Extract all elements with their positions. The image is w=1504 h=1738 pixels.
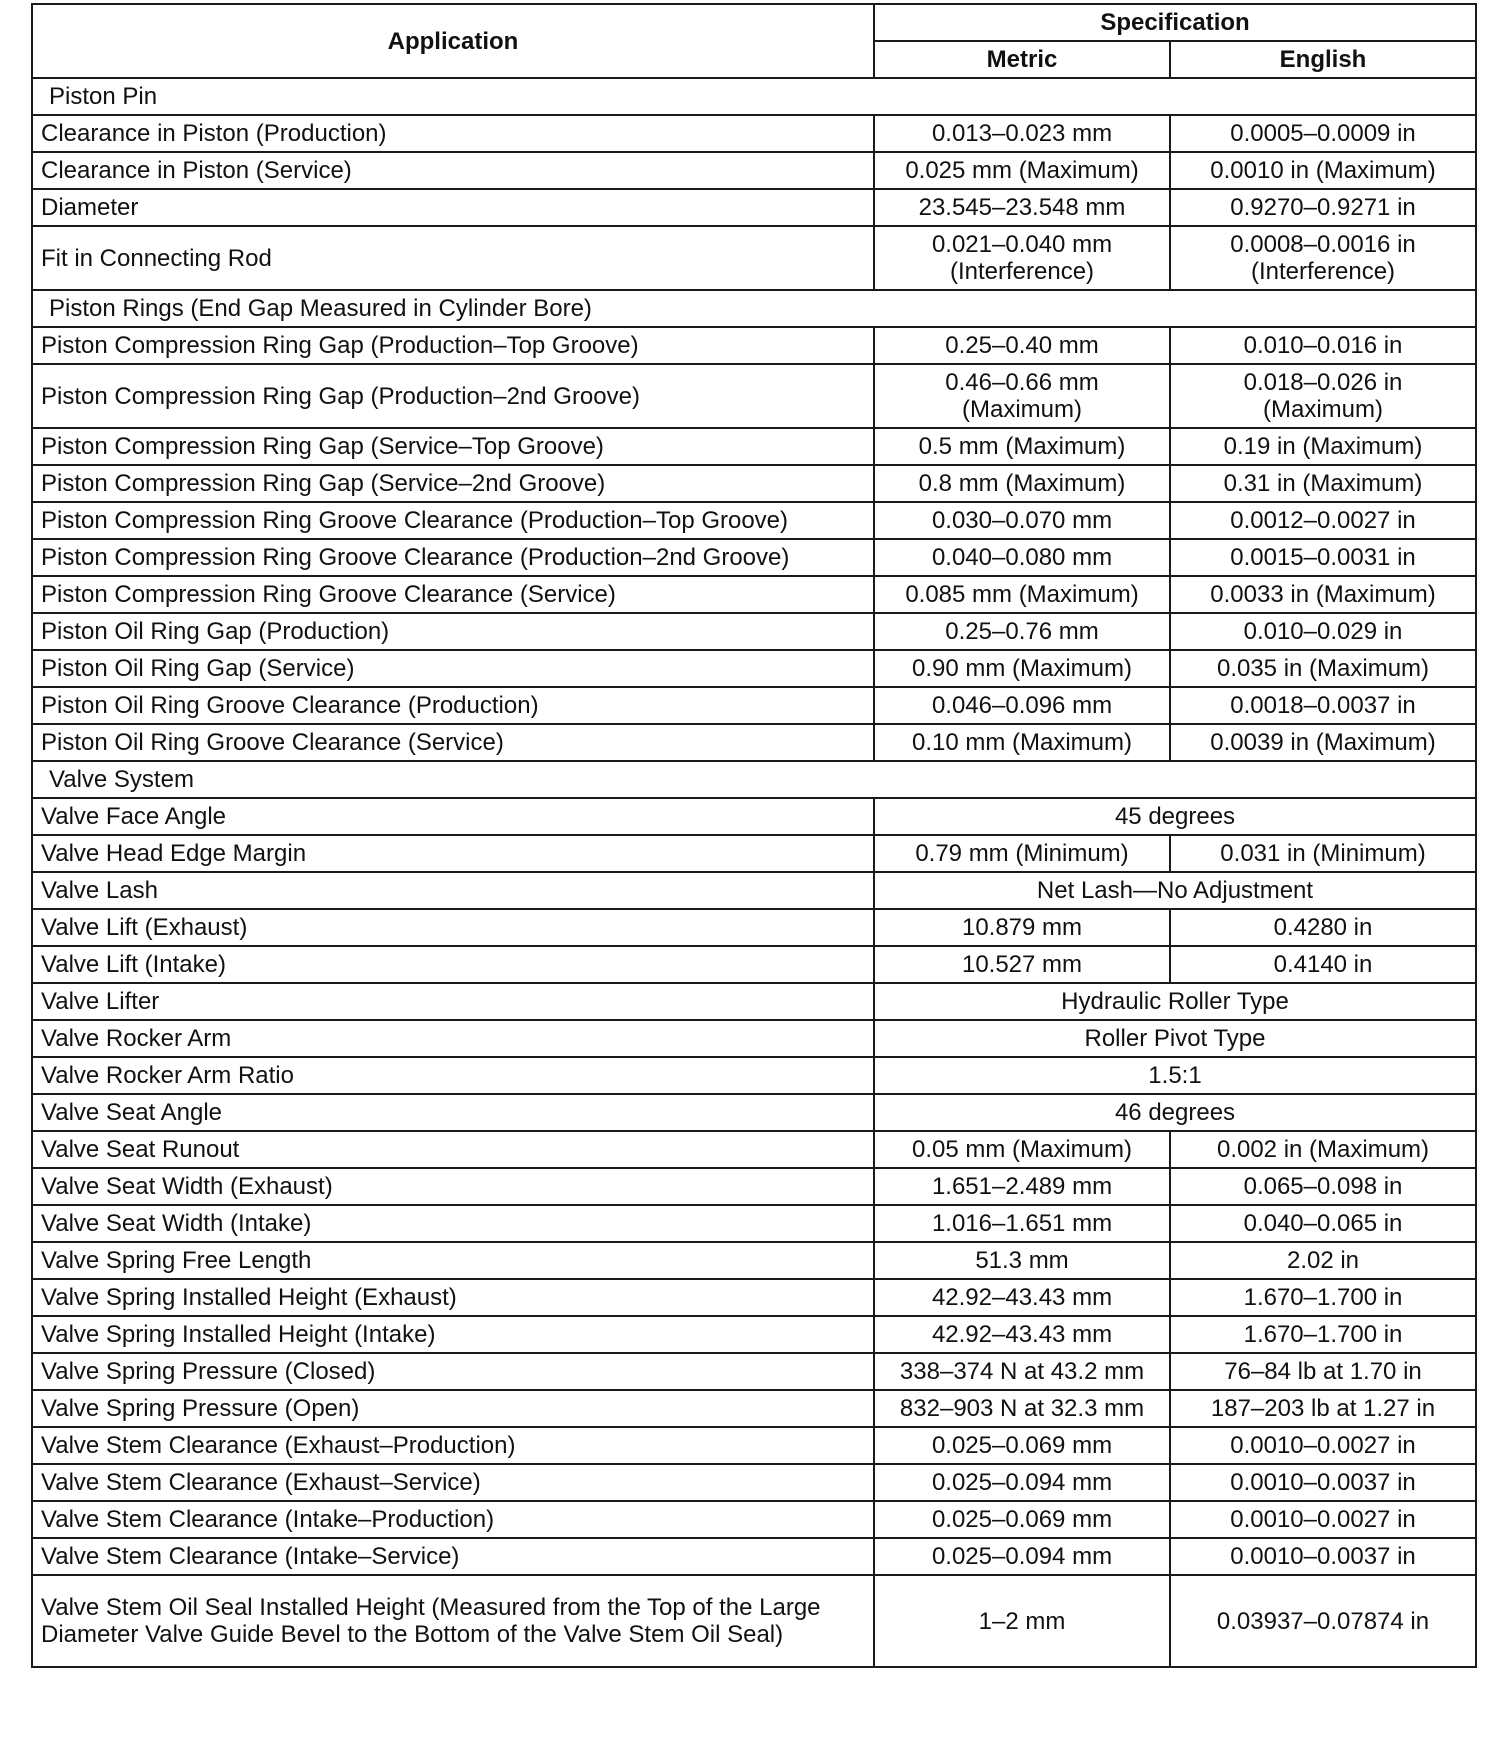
english-cell: 0.065–0.098 in [1170,1168,1476,1205]
metric-cell: 1–2 mm [874,1575,1170,1667]
application-cell: Piston Oil Ring Groove Clearance (Production) [32,687,874,724]
table-row [32,1316,1476,1353]
metric-cell: 1.016–1.651 mm [874,1205,1170,1242]
application-cell: Valve Spring Installed Height (Exhaust) [32,1279,874,1316]
english-cell: 0.0010–0.0037 in [1170,1538,1476,1575]
metric-column-header: Metric [874,41,1170,78]
metric-cell: 0.46–0.66 mm (Maximum) [874,364,1170,428]
section-row [32,761,1476,798]
application-cell: Valve Spring Free Length [32,1242,874,1279]
application-cell: Piston Compression Ring Groove Clearance (Production–2nd Groove) [32,539,874,576]
combined-spec-cell: Hydraulic Roller Type [874,983,1476,1020]
table-row [32,364,1476,428]
english-cell: 2.02 in [1170,1242,1476,1279]
table-row [32,1464,1476,1501]
metric-cell: 0.79 mm (Minimum) [874,835,1170,872]
application-cell: Valve Spring Pressure (Closed) [32,1353,874,1390]
table-row [32,835,1476,872]
metric-cell: 0.05 mm (Maximum) [874,1131,1170,1168]
application-cell: Clearance in Piston (Production) [32,115,874,152]
table-row [32,1057,1476,1094]
english-cell: 0.31 in (Maximum) [1170,465,1476,502]
table-row [32,428,1476,465]
english-cell: 0.0015–0.0031 in [1170,539,1476,576]
table-row [32,502,1476,539]
application-cell: Valve Stem Clearance (Exhaust–Service) [32,1464,874,1501]
metric-cell: 0.085 mm (Maximum) [874,576,1170,613]
english-cell: 0.018–0.026 in (Maximum) [1170,364,1476,428]
english-cell: 1.670–1.700 in [1170,1279,1476,1316]
application-cell: Valve Rocker Arm [32,1020,874,1057]
combined-spec-cell: 45 degrees [874,798,1476,835]
application-cell: Valve Stem Clearance (Intake–Service) [32,1538,874,1575]
application-cell: Diameter [32,189,874,226]
application-cell: Valve Stem Clearance (Intake–Production) [32,1501,874,1538]
english-cell: 0.0005–0.0009 in [1170,115,1476,152]
english-cell: 0.4140 in [1170,946,1476,983]
application-cell: Piston Compression Ring Gap (Production–2nd Groove) [32,364,874,428]
table-row [32,687,1476,724]
metric-cell: 0.025–0.069 mm [874,1427,1170,1464]
english-cell: 0.03937–0.07874 in [1170,1575,1476,1667]
table-row [32,1501,1476,1538]
section-row [32,290,1476,327]
application-cell: Piston Oil Ring Gap (Service) [32,650,874,687]
application-cell: Piston Oil Ring Groove Clearance (Service) [32,724,874,761]
english-cell: 0.0018–0.0037 in [1170,687,1476,724]
metric-cell: 10.527 mm [874,946,1170,983]
english-cell: 0.002 in (Maximum) [1170,1131,1476,1168]
table-row [32,576,1476,613]
application-cell: Piston Compression Ring Gap (Service–Top Groove) [32,428,874,465]
table-row [32,1279,1476,1316]
english-cell: 0.0010 in (Maximum) [1170,152,1476,189]
metric-cell: 0.025–0.094 mm [874,1538,1170,1575]
table-row [32,115,1476,152]
application-cell: Valve Rocker Arm Ratio [32,1057,874,1094]
application-cell: Piston Compression Ring Gap (Service–2nd Groove) [32,465,874,502]
english-cell: 0.0008–0.0016 in (Interference) [1170,226,1476,290]
table-row [32,983,1476,1020]
table-row [32,872,1476,909]
english-cell: 0.0039 in (Maximum) [1170,724,1476,761]
application-cell: Valve Lift (Exhaust) [32,909,874,946]
application-cell: Valve Head Edge Margin [32,835,874,872]
metric-cell: 0.025–0.094 mm [874,1464,1170,1501]
english-cell: 0.0010–0.0027 in [1170,1501,1476,1538]
table-row [32,1353,1476,1390]
table-row [32,724,1476,761]
table-row [32,1242,1476,1279]
english-column-header: English [1170,41,1476,78]
table-row [32,1575,1476,1667]
application-cell: Valve Seat Runout [32,1131,874,1168]
table-row [32,650,1476,687]
english-cell: 0.4280 in [1170,909,1476,946]
metric-cell: 0.5 mm (Maximum) [874,428,1170,465]
application-cell: Valve Seat Width (Intake) [32,1205,874,1242]
english-cell: 1.670–1.700 in [1170,1316,1476,1353]
combined-spec-cell: 46 degrees [874,1094,1476,1131]
application-cell: Valve Spring Pressure (Open) [32,1390,874,1427]
application-cell: Valve Seat Width (Exhaust) [32,1168,874,1205]
section-row [32,78,1476,115]
metric-cell: 51.3 mm [874,1242,1170,1279]
english-cell: 76–84 lb at 1.70 in [1170,1353,1476,1390]
table-row [32,1390,1476,1427]
table-row [32,1168,1476,1205]
application-cell: Piston Compression Ring Gap (Production–Top Groove) [32,327,874,364]
application-cell: Piston Oil Ring Gap (Production) [32,613,874,650]
application-cell: Piston Compression Ring Groove Clearance (Production–Top Groove) [32,502,874,539]
combined-spec-cell: Net Lash—No Adjustment [874,872,1476,909]
specification-table [31,3,1477,1668]
english-cell: 0.0033 in (Maximum) [1170,576,1476,613]
metric-cell: 0.046–0.096 mm [874,687,1170,724]
specification-column-header: Specification [874,4,1476,41]
table-row [32,1538,1476,1575]
english-cell: 0.0012–0.0027 in [1170,502,1476,539]
table-row [32,1427,1476,1464]
english-cell: 0.031 in (Minimum) [1170,835,1476,872]
metric-cell: 1.651–2.489 mm [874,1168,1170,1205]
table-row [32,189,1476,226]
table-header [32,4,1476,78]
application-cell: Valve Seat Angle [32,1094,874,1131]
table-row [32,1094,1476,1131]
metric-cell: 0.013–0.023 mm [874,115,1170,152]
table-row [32,946,1476,983]
table-row [32,909,1476,946]
table-row [32,226,1476,290]
section-title: Piston Rings (End Gap Measured in Cylinder Bore) [32,290,1476,327]
table-row [32,613,1476,650]
metric-cell: 10.879 mm [874,909,1170,946]
metric-cell: 0.021–0.040 mm (Interference) [874,226,1170,290]
table-row [32,1131,1476,1168]
metric-cell: 0.025 mm (Maximum) [874,152,1170,189]
table-row [32,152,1476,189]
metric-cell: 0.10 mm (Maximum) [874,724,1170,761]
application-cell: Clearance in Piston (Service) [32,152,874,189]
table-row [32,1020,1476,1057]
combined-spec-cell: 1.5:1 [874,1057,1476,1094]
metric-cell: 0.25–0.40 mm [874,327,1170,364]
table-row [32,798,1476,835]
english-cell: 0.0010–0.0027 in [1170,1427,1476,1464]
table-row [32,1205,1476,1242]
application-cell: Fit in Connecting Rod [32,226,874,290]
english-cell: 0.010–0.029 in [1170,613,1476,650]
application-cell: Valve Face Angle [32,798,874,835]
application-column-header: Application [32,4,874,78]
table-row [32,465,1476,502]
metric-cell: 0.025–0.069 mm [874,1501,1170,1538]
english-cell: 0.040–0.065 in [1170,1205,1476,1242]
application-cell: Valve Stem Oil Seal Installed Height (Measured from the Top of the Large Diameter Valve Guide Bevel to the Bottom of the Valve Stem Oil Seal) [32,1575,874,1667]
section-title: Valve System [32,761,1476,798]
specification-sheet [31,3,1475,1668]
table-row [32,539,1476,576]
metric-cell: 338–374 N at 43.2 mm [874,1353,1170,1390]
combined-spec-cell: Roller Pivot Type [874,1020,1476,1057]
metric-cell: 0.90 mm (Maximum) [874,650,1170,687]
english-cell: 0.9270–0.9271 in [1170,189,1476,226]
english-cell: 0.035 in (Maximum) [1170,650,1476,687]
metric-cell: 42.92–43.43 mm [874,1316,1170,1353]
english-cell: 0.19 in (Maximum) [1170,428,1476,465]
metric-cell: 23.545–23.548 mm [874,189,1170,226]
english-cell: 0.010–0.016 in [1170,327,1476,364]
application-cell: Valve Lifter [32,983,874,1020]
metric-cell: 0.030–0.070 mm [874,502,1170,539]
metric-cell: 832–903 N at 32.3 mm [874,1390,1170,1427]
application-cell: Valve Lift (Intake) [32,946,874,983]
english-cell: 0.0010–0.0037 in [1170,1464,1476,1501]
application-cell: Valve Stem Clearance (Exhaust–Production) [32,1427,874,1464]
application-cell: Piston Compression Ring Groove Clearance (Service) [32,576,874,613]
table-body [32,78,1476,1667]
metric-cell: 0.040–0.080 mm [874,539,1170,576]
section-title: Piston Pin [32,78,1476,115]
application-cell: Valve Spring Installed Height (Intake) [32,1316,874,1353]
metric-cell: 0.8 mm (Maximum) [874,465,1170,502]
header-row-top [32,4,1476,41]
english-cell: 187–203 lb at 1.27 in [1170,1390,1476,1427]
table-row [32,327,1476,364]
metric-cell: 42.92–43.43 mm [874,1279,1170,1316]
application-cell: Valve Lash [32,872,874,909]
metric-cell: 0.25–0.76 mm [874,613,1170,650]
